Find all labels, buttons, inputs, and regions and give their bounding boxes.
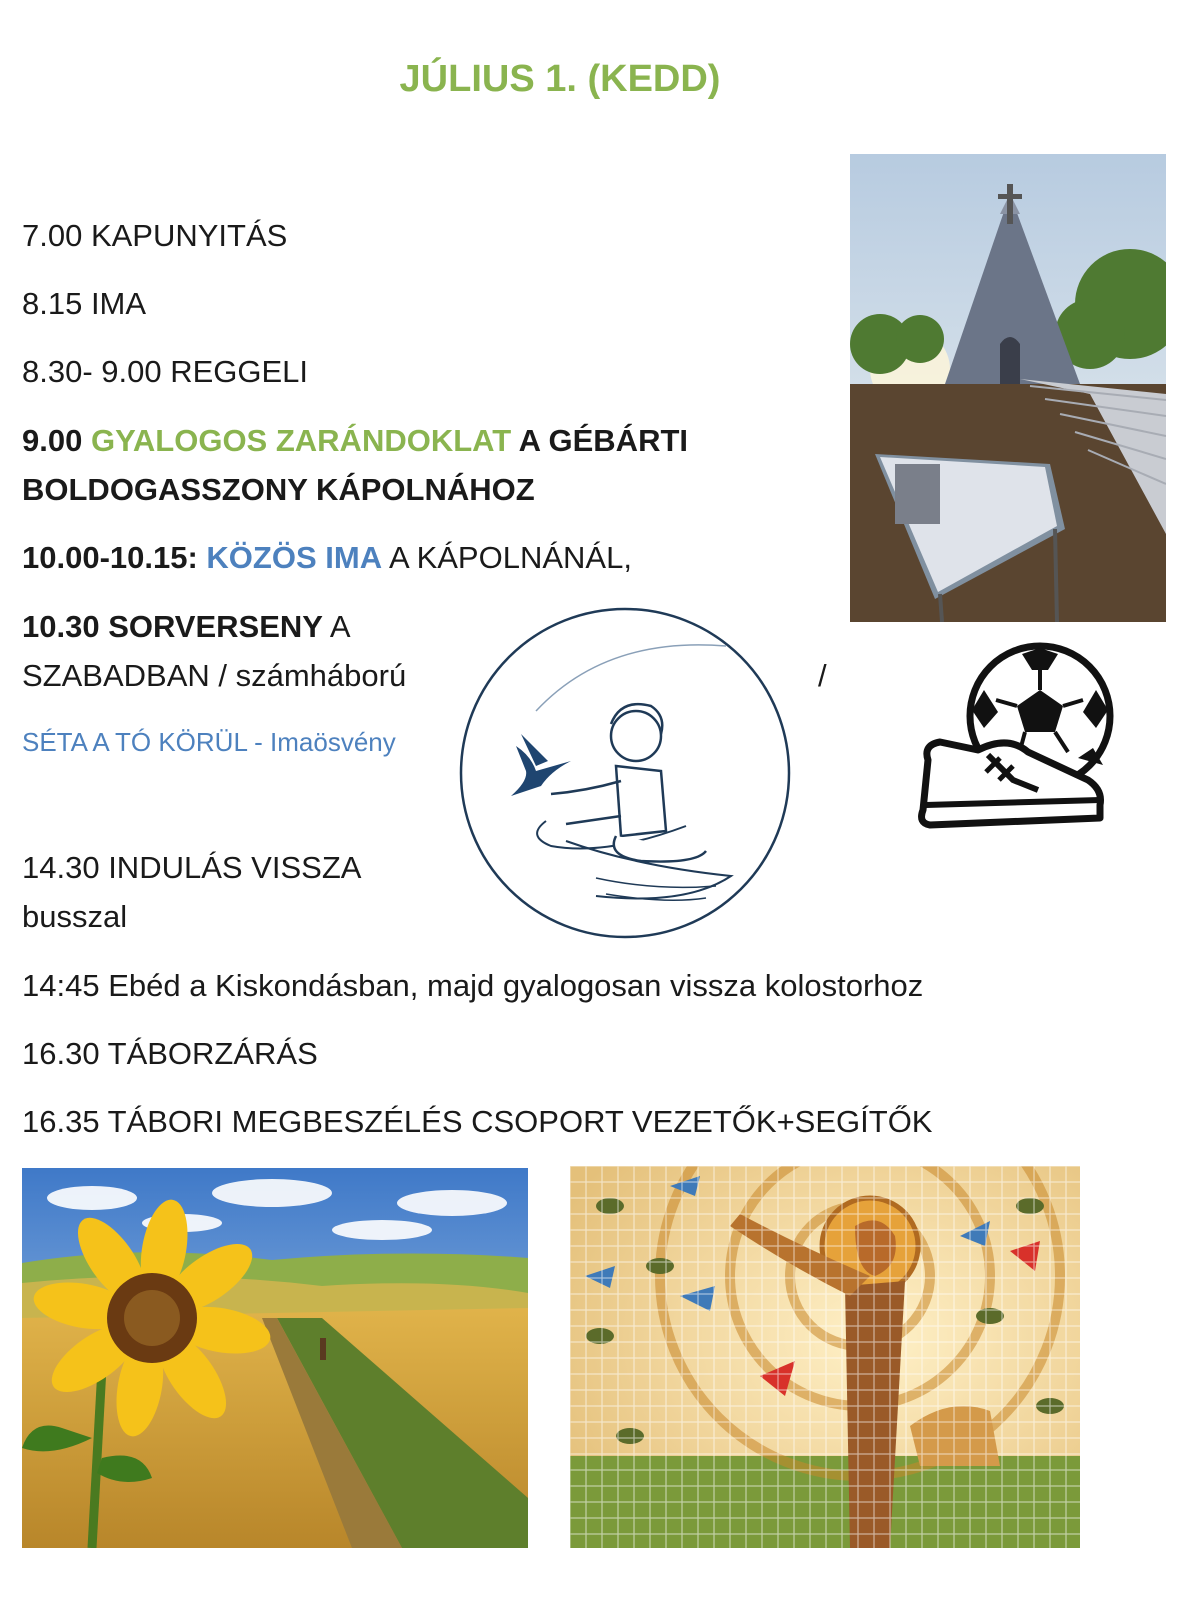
schedule-item-cont: BOLDOGASSZONY KÁPOLNÁHOZ (22, 472, 535, 507)
schedule-item: SÉTA A TÓ KÖRÜL - Imaösvény (22, 727, 396, 757)
time: 10.00-10.15: (22, 540, 207, 575)
schedule-item: 16.35 TÁBORI MEGBESZÉLÉS CSOPORT VEZETŐK+SEGÍTŐK (22, 1104, 933, 1139)
schedule-item (22, 421, 688, 461)
schedule-item-cont: SZABADBAN / számháború (22, 658, 407, 693)
child-with-bird-logo (456, 606, 794, 940)
schedule-item (22, 607, 351, 647)
schedule-item: 8.30- 9.00 REGGELI (22, 354, 309, 389)
highlight: 10.30 SORVERSENY (22, 609, 323, 644)
sunflower-field-photo (22, 1168, 528, 1548)
highlight: KÖZÖS IMA (206, 540, 383, 575)
time: 9.00 (22, 423, 91, 458)
schedule-item: 16.30 TÁBORZÁRÁS (22, 1036, 318, 1071)
chapel-photo (850, 154, 1166, 622)
highlight: GYALOGOS ZARÁNDOKLAT (90, 423, 512, 458)
saint-francis-mosaic-photo (570, 1166, 1080, 1548)
text: A GÉBÁRTI (511, 423, 688, 458)
schedule-item: 14.30 INDULÁS VISSZA (22, 850, 362, 885)
schedule-item: 7.00 KAPUNYITÁS (22, 218, 288, 253)
page-title: JÚLIUS 1. (KEDD) (399, 58, 721, 100)
football-shoe-icon (918, 640, 1118, 834)
schedule-item: 8.15 IMA (22, 286, 147, 321)
comma: , (623, 540, 632, 575)
schedule-item (22, 538, 632, 578)
text: A KÁPOLNÁNÁL (382, 540, 624, 575)
slash: / (818, 658, 827, 693)
schedule-item-cont: busszal (22, 899, 128, 934)
schedule-item: 14:45 Ebéd a Kiskondásban, majd gyalogosan vissza kolostorhoz (22, 968, 924, 1003)
text: A (322, 609, 351, 644)
